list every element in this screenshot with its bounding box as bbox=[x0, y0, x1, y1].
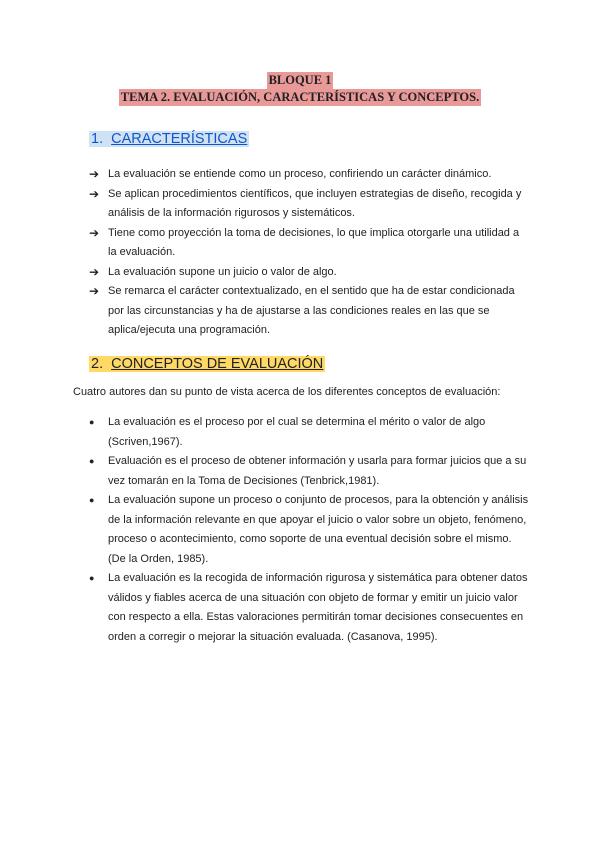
bullet-icon: ● bbox=[89, 495, 95, 505]
arrow-icon: ➔ bbox=[89, 264, 100, 279]
bullet-icon: ● bbox=[89, 456, 95, 466]
list-item: ➔ Se aplican procedimientos científicos, que incluyen estrategias de diseño, recogida y análisis de la información rigurosos y sistemáticos. bbox=[89, 186, 522, 219]
list-item: ➔ Tiene como proyección la toma de decisiones, lo que implica otorgarle una utilidad a la evaluación. bbox=[89, 225, 520, 258]
section-2-heading bbox=[89, 354, 325, 374]
bullet-icon: ● bbox=[89, 417, 95, 427]
section-2-title: CONCEPTOS DE EVALUACIÓN bbox=[111, 356, 324, 372]
arrow-icon: ➔ bbox=[89, 186, 100, 201]
section-1-title: CARACTERÍSTICAS bbox=[111, 131, 248, 147]
concepts-list bbox=[89, 413, 529, 647]
list-item: ➔ La evaluación supone un juicio o valor de algo. bbox=[89, 263, 529, 283]
list-item: ➔ Se remarca el carácter contextualizado, en el sentido que ha de estar condicionada por las circunstancias y ha de ajustarse a las condiciones reales en las que se aplica/ejecuta una programación. bbox=[89, 284, 515, 336]
list-item: ➔ La evaluación se entiende como un proceso, confiriendo un carácter dinámico. bbox=[89, 165, 529, 185]
section-1-heading bbox=[89, 129, 249, 149]
list-item: ● La evaluación supone un proceso o conjunto de procesos, para la obtención y análisis de la información relevante en que apoyar el juicio o valor sobre un objeto, fenómeno, proceso o acontecimiento, como soporte de una eventual decisión sobre el mismo. (De la Orden, 1985). bbox=[89, 491, 529, 569]
arrow-icon: ➔ bbox=[89, 225, 100, 240]
bullet-icon: ● bbox=[89, 573, 95, 583]
document-title bbox=[0, 72, 600, 106]
section-2-intro: Cuatro autores dan su punto de vista acerca de los diferentes conceptos de evaluación: bbox=[73, 386, 501, 398]
section-1-number: 1. bbox=[91, 131, 104, 147]
list-item: ● La evaluación es el proceso por el cual se determina el mérito o valor de algo (Scriven,1967). bbox=[89, 413, 529, 452]
list-item: ● La evaluación es la recogida de información rigurosa y sistemática para obtener datos válidos y fiables acerca de una situación con objeto de formar y emitir un juicio valor con respecto a ella. Estas valoraciones permitirán tomar decisiones consecuentes en orden a corregir o mejorar la situación evaluada. (Casanova, 1995). bbox=[89, 569, 529, 647]
tema-heading: TEMA 2. EVALUACIÓN, CARACTERÍSTICAS Y CONCEPTOS. bbox=[120, 90, 480, 104]
bloque-heading: BLOQUE 1 bbox=[268, 73, 332, 87]
section-2-number: 2. bbox=[91, 356, 104, 372]
arrow-icon: ➔ bbox=[89, 284, 100, 298]
list-item: ● Evaluación es el proceso de obtener información y usarla para formar juicios que a su vez tomarán en la Toma de Decisiones (Tenbrick,1981). bbox=[89, 452, 529, 491]
arrow-icon: ➔ bbox=[89, 167, 100, 181]
characteristics-list bbox=[89, 165, 529, 341]
